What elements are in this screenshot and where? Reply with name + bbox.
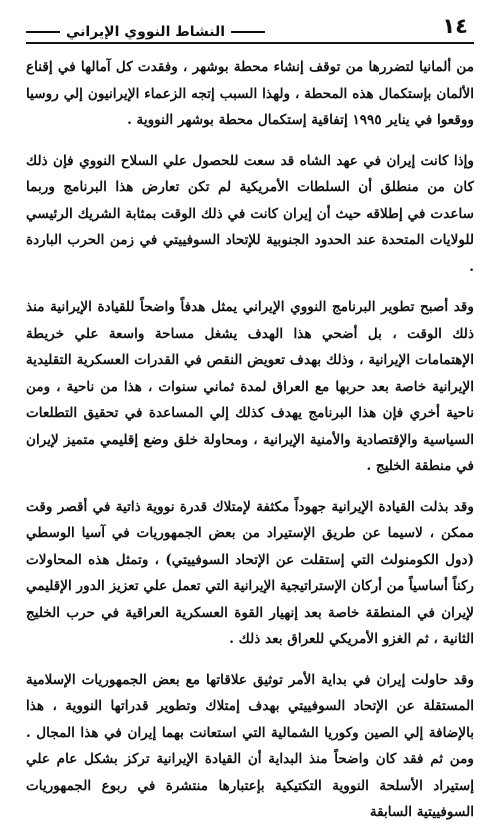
title-ornament-rule — [26, 31, 60, 33]
paragraph: وإذا كانت إيران في عهد الشاه قد سعت للحصول علي السلاح النووي فإن ذلك كان من منطلق أن السلطات الأمريكية لم تكن تعارض هذا البرنامج وربما ساعدت في إطلاقه حيث أن إيران كانت في ذلك الوقت بمثابة الشريك الرئيسي للولايات المتحدة عند الحدود الجنوبية للإتحاد السوفييتي في زمن الحرب الباردة . — [26, 152, 474, 275]
paragraph: وقد حاولت إيران في بداية الأمر توثيق علاقاتها مع بعض الجمهوريات الإسلامية المستقلة عن الإتحاد السوفييتي بهدف إمتلاك وتطوير قدراتها النووية ، هذا بالإضافة إلي الصين وكوريا الشمالية التي استعانت بهما إيران في هذا المجال . ومن ثم فقد كان واضحاً منذ البداية أن القيادة الإيرانية تركز بشكل عام علي إستيراد الأسلحة النووية التكتيكية بإعتبارها منتشرة في ربوع الجمهوريات السوفييتية السابقة — [26, 671, 474, 820]
header-divider — [26, 42, 474, 44]
paragraph: وقد أصبح تطوير البرنامج النووي الإيراني يمثل هدفاً واضحاً للقيادة الإيرانية منذ ذلك الوقت ، بل أضحي هذا الهدف يشغل مساحة واسعة علي خريطة الإهتمامات الإيرانية ، وذلك بهدف تعويض النقص في القدرات العسكرية التقليدية الإيرانية خاصة بعد حربها مع العراق لمدة ثماني سنوات ، هذا من ناحية ، ومن ناحية أخري فإن هذا البرنامج يهدف كذلك إلي المساعدة في تحقيق التطلعات السياسية والإقتصادية والأمنية الإيرانية ، ومحاولة خلق وضع إقليمي متميز لإيران في منطقة الخليج . — [26, 299, 474, 474]
page-number: ١٤ — [442, 14, 468, 38]
paragraph: من ألمانيا لتضررها من توقف إنشاء محطة بوشهر ، وفقدت كل آمالها في إقناع الألمان بإستكمال هذه المحطة ، ولهذا السبب إتجه الزعماء الإيرانيون إلي روسيا ووقعوا في يناير ١٩٩٥ إتفاقية إستكمال محطة بوشهر النووية . — [26, 59, 474, 128]
running-title: النشاط النووي الإيراني — [66, 24, 226, 40]
running-title-group — [26, 24, 265, 40]
paragraph: وقد بذلت القيادة الإيرانية جهوداً مكثفة لإمتلاك قدرة نووية ذاتية في أقصر وقت ممكن ، لاسيما عن طريق الإستيراد من بعض الجمهوريات في آسيا الوسطي (دول الكومنولث التي إستقلت عن الإتحاد السوفييتي) ، وتمثل هذه المحاولات ركناً أساسياً من أركان الإستراتيجية الإيرانية التي تعمل علي تعزيز الدور الإقليمي لإيران في المنطقة خاصة بعد إنهيار القوة العسكرية العراقية في حرب الخليج الثانية ، ثم الغزو الأمريكي للعراق بعد ذلك . — [26, 498, 474, 647]
running-header — [26, 14, 474, 40]
title-ornament-rule — [231, 31, 265, 33]
body-text — [26, 54, 474, 826]
